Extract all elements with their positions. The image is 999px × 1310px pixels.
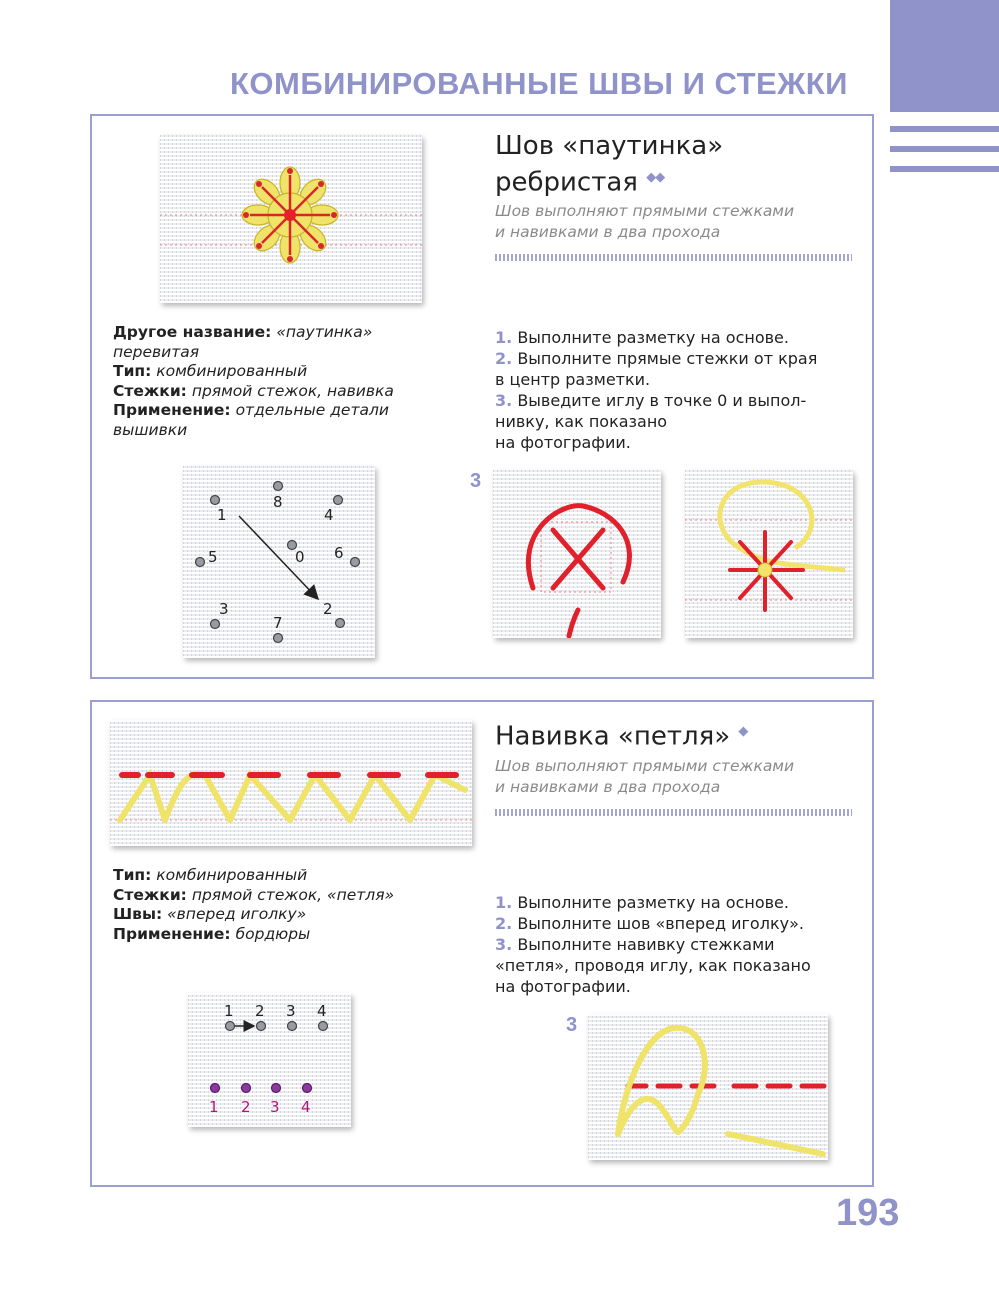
prop-label: Швы: — [113, 905, 163, 923]
subtitle-line2: и навивками в два прохода — [495, 778, 721, 796]
diagram-point-label: 6 — [334, 544, 344, 562]
step-number: 1. — [495, 328, 513, 347]
prop-value: бордюры — [235, 924, 311, 943]
diagram-top-label: 1 — [224, 1002, 234, 1020]
prop-value: комбинированный — [156, 866, 308, 884]
diagram-bottom-label: 4 — [301, 1098, 311, 1116]
steps-spiderweb — [495, 327, 840, 453]
subtitle-line1: Шов выполняют прямыми стежками — [495, 757, 795, 775]
loop-step-illustration — [588, 1014, 828, 1160]
prop-value: прямой стежок, навивка — [191, 381, 394, 400]
prop-label: Тип: — [113, 866, 152, 884]
corner-stripe — [890, 126, 999, 132]
step-item — [495, 892, 840, 913]
diagram-point-label: 2 — [323, 600, 333, 618]
prop-label: Стежки: — [113, 381, 187, 400]
dotted-divider — [495, 809, 852, 816]
subtitle-line1: Шов выполняют прямыми стежками — [495, 202, 795, 220]
stitch-title-text: Навивка «петля» — [495, 721, 731, 752]
corner-stripe — [890, 166, 999, 172]
figure-label-spiderweb: 3 — [470, 470, 482, 492]
prop-stitches — [113, 886, 443, 906]
step-text: Выполните прямые стежки от края — [517, 349, 818, 368]
prop-value: вышивки — [113, 420, 188, 439]
spiderweb-step-photo-2 — [685, 470, 853, 638]
prop-label: Применение: — [113, 924, 231, 943]
prop-value: отдельные детали — [235, 401, 389, 419]
spiderweb-photo — [160, 135, 422, 303]
step-number: 2. — [495, 914, 513, 933]
step-text: Выполните навивку стежками — [517, 935, 775, 954]
diagram-point-label: 4 — [324, 506, 334, 524]
loop-diagram — [188, 993, 351, 1127]
diagram-top-label: 2 — [255, 1002, 265, 1020]
loop-photo — [110, 720, 472, 846]
step-item-cont: «петля», проводя иглу, как показано — [495, 956, 811, 975]
stitch-title-line2 — [495, 162, 723, 199]
chapter-title: КОМБИНИРОВАННЫЕ ШВЫ И СТЕЖКИ — [230, 66, 848, 101]
prop-usage — [113, 401, 443, 421]
subtitle-line2: и навивками в два прохода — [495, 223, 721, 241]
prop-seams — [113, 905, 443, 925]
step-number: 3. — [495, 391, 513, 410]
stitch-title-line2-text: ребристая — [495, 167, 638, 198]
step-text: Выполните шов «вперед иголку». — [517, 914, 804, 933]
prop-type — [113, 866, 443, 886]
diagram-top-label: 3 — [286, 1002, 296, 1020]
step-text: Выполните разметку на основе. — [517, 893, 789, 912]
steps-loop — [495, 892, 840, 997]
difficulty-diamond-icon: ◆ — [738, 724, 748, 739]
stitch-properties-loop — [113, 866, 443, 944]
prop-usage-cont — [113, 421, 443, 441]
step-item-cont: на фотографии. — [495, 977, 631, 996]
loop-illustration — [110, 720, 472, 846]
step-item-cont: в центр разметки. — [495, 370, 651, 389]
step-item — [495, 934, 840, 955]
diagram-point-label: 3 — [219, 600, 229, 618]
spiderweb-step1-illustration — [493, 470, 661, 638]
loop-step-photo — [588, 1014, 828, 1160]
diagram-top-label: 4 — [317, 1002, 327, 1020]
stitch-subtitle-spiderweb — [495, 201, 855, 243]
prop-type — [113, 362, 443, 382]
stitch-title-line1: Шов «паутинка» — [495, 131, 724, 161]
diagram-bottom-label: 1 — [209, 1098, 219, 1116]
step-text: Выполните разметку на основе. — [517, 328, 789, 347]
step-item — [495, 913, 840, 934]
step-item — [495, 390, 840, 411]
diagram-point-label: 8 — [273, 493, 283, 511]
step-item-cont: на фотографии. — [495, 433, 631, 452]
stitch-subtitle-loop — [495, 756, 855, 798]
prop-value: прямой стежок, «петля» — [191, 885, 395, 904]
prop-value: «вперед иголку» — [167, 905, 307, 923]
stitch-properties-spiderweb — [113, 323, 443, 440]
page-number: 193 — [836, 1192, 900, 1234]
spiderweb-diagram-svg — [183, 466, 375, 658]
prop-alt-name-cont — [113, 343, 443, 363]
diagram-point-label: 1 — [217, 506, 227, 524]
step-number: 3. — [495, 935, 513, 954]
corner-accent-block — [890, 0, 999, 112]
diagram-bottom-label: 2 — [241, 1098, 251, 1116]
prop-usage — [113, 925, 443, 945]
spiderweb-illustration — [160, 135, 422, 303]
prop-label: Применение: — [113, 401, 231, 419]
prop-value: комбинированный — [156, 362, 308, 380]
prop-value: «паутинка» — [276, 323, 373, 341]
diagram-point-label: 0 — [295, 548, 305, 566]
difficulty-diamonds-icon: ◆◆ — [646, 170, 665, 185]
prop-label: Другое название: — [113, 323, 272, 341]
diagram-point-label: 7 — [273, 614, 283, 632]
step-item — [495, 348, 840, 369]
dotted-divider — [495, 254, 852, 261]
prop-label: Тип: — [113, 362, 152, 380]
stitch-title-loop — [495, 716, 747, 753]
stitch-title-spiderweb — [495, 130, 723, 199]
spiderweb-step2-illustration — [685, 470, 853, 638]
step-item-cont: нивку, как показано — [495, 412, 668, 431]
step-number: 1. — [495, 893, 513, 912]
prop-label: Стежки: — [113, 885, 187, 904]
spiderweb-diagram — [183, 466, 375, 658]
step-item — [495, 327, 840, 348]
loop-diagram-svg — [188, 993, 351, 1127]
prop-value: перевитая — [113, 342, 200, 361]
prop-stitches — [113, 382, 443, 402]
step-number: 2. — [495, 349, 513, 368]
figure-label-loop: 3 — [566, 1014, 578, 1036]
prop-alt-name — [113, 323, 443, 343]
diagram-point-label: 5 — [208, 548, 218, 566]
spiderweb-step-photo-1 — [493, 470, 661, 638]
corner-stripe — [890, 146, 999, 152]
diagram-bottom-label: 3 — [270, 1098, 280, 1116]
step-text: Выведите иглу в точке 0 и выпол- — [517, 391, 807, 410]
